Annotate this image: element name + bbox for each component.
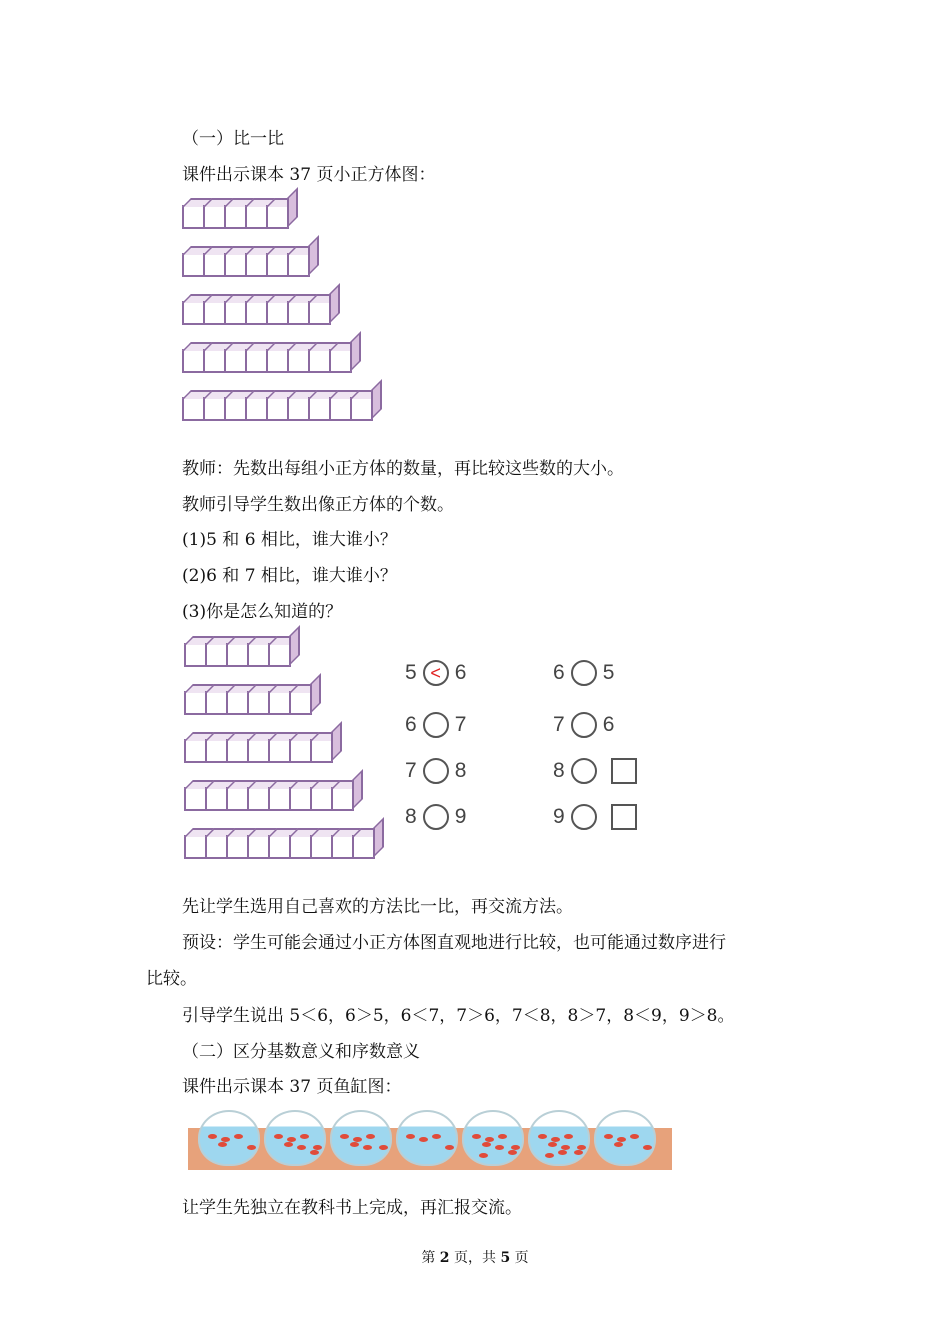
fish-icon: [218, 1142, 227, 1147]
compare-circle[interactable]: [571, 712, 597, 738]
cube: [226, 643, 249, 667]
cube: [245, 301, 268, 325]
comparison-row: [405, 660, 466, 686]
compare-number: 6: [553, 661, 565, 684]
fish-icon: [558, 1150, 567, 1155]
fish-icon: [350, 1142, 359, 1147]
cube: [268, 835, 291, 859]
cube: [203, 301, 226, 325]
fish-icon: [564, 1134, 573, 1139]
fish-icon: [310, 1150, 319, 1155]
paragraph-3: 引导学生说出 5＜6，6＞5，6＜7，7＞6，7＜8，8＞7，8＜9，9＞8。: [182, 1006, 735, 1026]
fish-icon: [538, 1134, 547, 1139]
cube: [203, 205, 226, 229]
fish-icon: [498, 1134, 507, 1139]
cube-side-face: [331, 721, 342, 762]
fish-icon: [508, 1150, 517, 1155]
cube: [329, 349, 352, 373]
compare-number: 5: [602, 661, 615, 684]
comparison-row: [553, 660, 614, 686]
comparison-row: [553, 804, 637, 830]
intro2-text: 课件出示课本 37 页鱼缸图：: [182, 1077, 402, 1097]
fish-icon: [234, 1134, 243, 1139]
compare-number: 6: [454, 661, 467, 684]
cube-row: [182, 349, 350, 373]
compare-circle[interactable]: [423, 804, 449, 830]
cube-side-face: [352, 769, 363, 810]
fish-icon: [363, 1145, 372, 1150]
cube: [182, 253, 205, 277]
paragraph-2b: 比较。: [146, 969, 197, 989]
cube-row: [182, 205, 287, 229]
cube: [352, 835, 375, 859]
cube: [247, 691, 270, 715]
section1-title: （一）比一比: [182, 129, 284, 149]
cube-side-face: [373, 817, 384, 858]
comparison-row: [405, 758, 466, 784]
cube: [289, 787, 312, 811]
cube: [224, 205, 247, 229]
compare-number: 6: [602, 713, 615, 736]
cube: [266, 253, 289, 277]
compare-number: 7: [553, 713, 565, 736]
cube-row: [184, 691, 310, 715]
compare-number: 8: [553, 759, 565, 782]
answer-box[interactable]: [611, 758, 637, 784]
paragraph-1: 先让学生选用自己喜欢的方法比一比，再交流方法。: [182, 897, 573, 917]
fishbowl: [330, 1110, 392, 1166]
cube: [350, 397, 373, 421]
fish-icon: [379, 1145, 388, 1150]
comparison-row: [405, 804, 466, 830]
cube: [203, 253, 226, 277]
compare-circle[interactable]: [571, 804, 597, 830]
fish-icon: [284, 1142, 293, 1147]
cube: [182, 205, 205, 229]
cube: [310, 835, 333, 859]
cube: [245, 205, 268, 229]
cube: [226, 835, 249, 859]
cube: [268, 787, 291, 811]
cube: [266, 397, 289, 421]
cube: [184, 739, 207, 763]
cube: [205, 787, 228, 811]
page-footer: 第 2 页，共 5 页: [421, 1250, 529, 1266]
cube-row: [184, 835, 373, 859]
compare-number: 7: [405, 759, 417, 782]
cube: [247, 787, 270, 811]
fish-icon: [479, 1153, 488, 1158]
comparison-row: [553, 712, 614, 738]
fishbowl: [462, 1110, 524, 1166]
question-1: (1)5 和 6 相比，谁大谁小？: [182, 530, 397, 550]
teacher-instruction-2: 教师引导学生数出像正方体的个数。: [182, 495, 454, 515]
cube-row: [182, 253, 308, 277]
cube: [247, 643, 270, 667]
teacher-instruction-1: 教师：先数出每组小正方体的数量，再比较这些数的大小。: [182, 459, 624, 479]
cube-row: [184, 739, 331, 763]
cube-side-face: [371, 379, 382, 420]
fish-icon: [340, 1134, 349, 1139]
cube-side-face: [308, 235, 319, 276]
question-3: (3)你是怎么知道的？: [182, 602, 343, 622]
cube-row: [182, 397, 371, 421]
cube: [331, 787, 354, 811]
cube: [247, 835, 270, 859]
cube: [287, 349, 310, 373]
fish-icon: [406, 1134, 415, 1139]
cube: [245, 397, 268, 421]
compare-number: 8: [454, 759, 467, 782]
cube: [268, 643, 291, 667]
fish-icon: [208, 1134, 217, 1139]
compare-circle[interactable]: <: [423, 660, 449, 686]
cube: [184, 691, 207, 715]
fish-icon: [574, 1150, 583, 1155]
cube: [205, 643, 228, 667]
cube: [308, 397, 331, 421]
fish-icon: [297, 1145, 306, 1150]
fish-icon: [300, 1134, 309, 1139]
cube: [247, 739, 270, 763]
cube: [289, 691, 312, 715]
cube-row: [182, 301, 329, 325]
fish-icon: [643, 1145, 652, 1150]
cube: [289, 835, 312, 859]
cube: [287, 397, 310, 421]
intro1-text: 课件出示课本 37 页小正方体图：: [182, 165, 436, 185]
fish-icon: [247, 1145, 256, 1150]
cube: [205, 739, 228, 763]
cube: [184, 787, 207, 811]
cube: [224, 349, 247, 373]
cube-row: [184, 643, 289, 667]
cube: [226, 691, 249, 715]
compare-number: 6: [405, 713, 417, 736]
compare-number: 5: [405, 661, 417, 684]
fish-icon: [548, 1142, 557, 1147]
cube: [287, 253, 310, 277]
fishbowl: [198, 1110, 260, 1166]
fish-icon: [482, 1142, 491, 1147]
fish-icon: [630, 1134, 639, 1139]
fishbowl: [528, 1110, 590, 1166]
cube: [203, 397, 226, 421]
cube: [331, 835, 354, 859]
cube: [308, 349, 331, 373]
cube: [182, 301, 205, 325]
cube: [289, 739, 312, 763]
cube: [245, 349, 268, 373]
cube: [310, 787, 333, 811]
fish-icon: [432, 1134, 441, 1139]
cube: [224, 397, 247, 421]
cube: [266, 301, 289, 325]
cube: [287, 301, 310, 325]
fish-icon: [545, 1153, 554, 1158]
compare-number: 8: [405, 805, 417, 828]
fish-icon: [614, 1142, 623, 1147]
paragraph-2a: 预设：学生可能会通过小正方体图直观地进行比较，也可能通过数序进行: [182, 933, 726, 953]
cube: [268, 739, 291, 763]
cube: [310, 739, 333, 763]
cube: [226, 739, 249, 763]
cube: [268, 691, 291, 715]
cube-side-face: [289, 625, 300, 666]
fish-icon: [445, 1145, 454, 1150]
cube: [182, 349, 205, 373]
answer-box[interactable]: [611, 804, 637, 830]
cube: [203, 349, 226, 373]
fish-icon: [419, 1137, 428, 1142]
compare-number: 7: [454, 713, 467, 736]
section2-title: （二）区分基数意义和序数意义: [182, 1042, 420, 1062]
cube: [224, 301, 247, 325]
cube: [226, 787, 249, 811]
cube-side-face: [310, 673, 321, 714]
cube: [224, 253, 247, 277]
paragraph-4: 让学生先独立在教科书上完成，再汇报交流。: [182, 1198, 522, 1218]
fishbowl: [264, 1110, 326, 1166]
fishbowl-figure: [188, 1108, 672, 1174]
compare-circle[interactable]: [571, 758, 597, 784]
cube-row: [184, 787, 352, 811]
cube: [308, 301, 331, 325]
cube-side-face: [329, 283, 340, 324]
cube: [266, 349, 289, 373]
compare-number: 9: [454, 805, 467, 828]
cube: [184, 643, 207, 667]
fish-icon: [604, 1134, 613, 1139]
cube: [205, 835, 228, 859]
fishbowl: [594, 1110, 656, 1166]
fish-icon: [472, 1134, 481, 1139]
cube: [182, 397, 205, 421]
compare-circle[interactable]: [571, 660, 597, 686]
compare-circle[interactable]: [423, 712, 449, 738]
cube: [205, 691, 228, 715]
comparison-row: [553, 758, 637, 784]
compare-number: 9: [553, 805, 565, 828]
cube: [184, 835, 207, 859]
cube: [266, 205, 289, 229]
comparison-row: [405, 712, 466, 738]
fish-icon: [366, 1134, 375, 1139]
cube: [329, 397, 352, 421]
cube-side-face: [350, 331, 361, 372]
fishbowl: [396, 1110, 458, 1166]
fish-icon: [274, 1134, 283, 1139]
fish-icon: [495, 1145, 504, 1150]
cube: [245, 253, 268, 277]
question-2: (2)6 和 7 相比，谁大谁小？: [182, 566, 397, 586]
compare-circle[interactable]: [423, 758, 449, 784]
cube-side-face: [287, 187, 298, 228]
